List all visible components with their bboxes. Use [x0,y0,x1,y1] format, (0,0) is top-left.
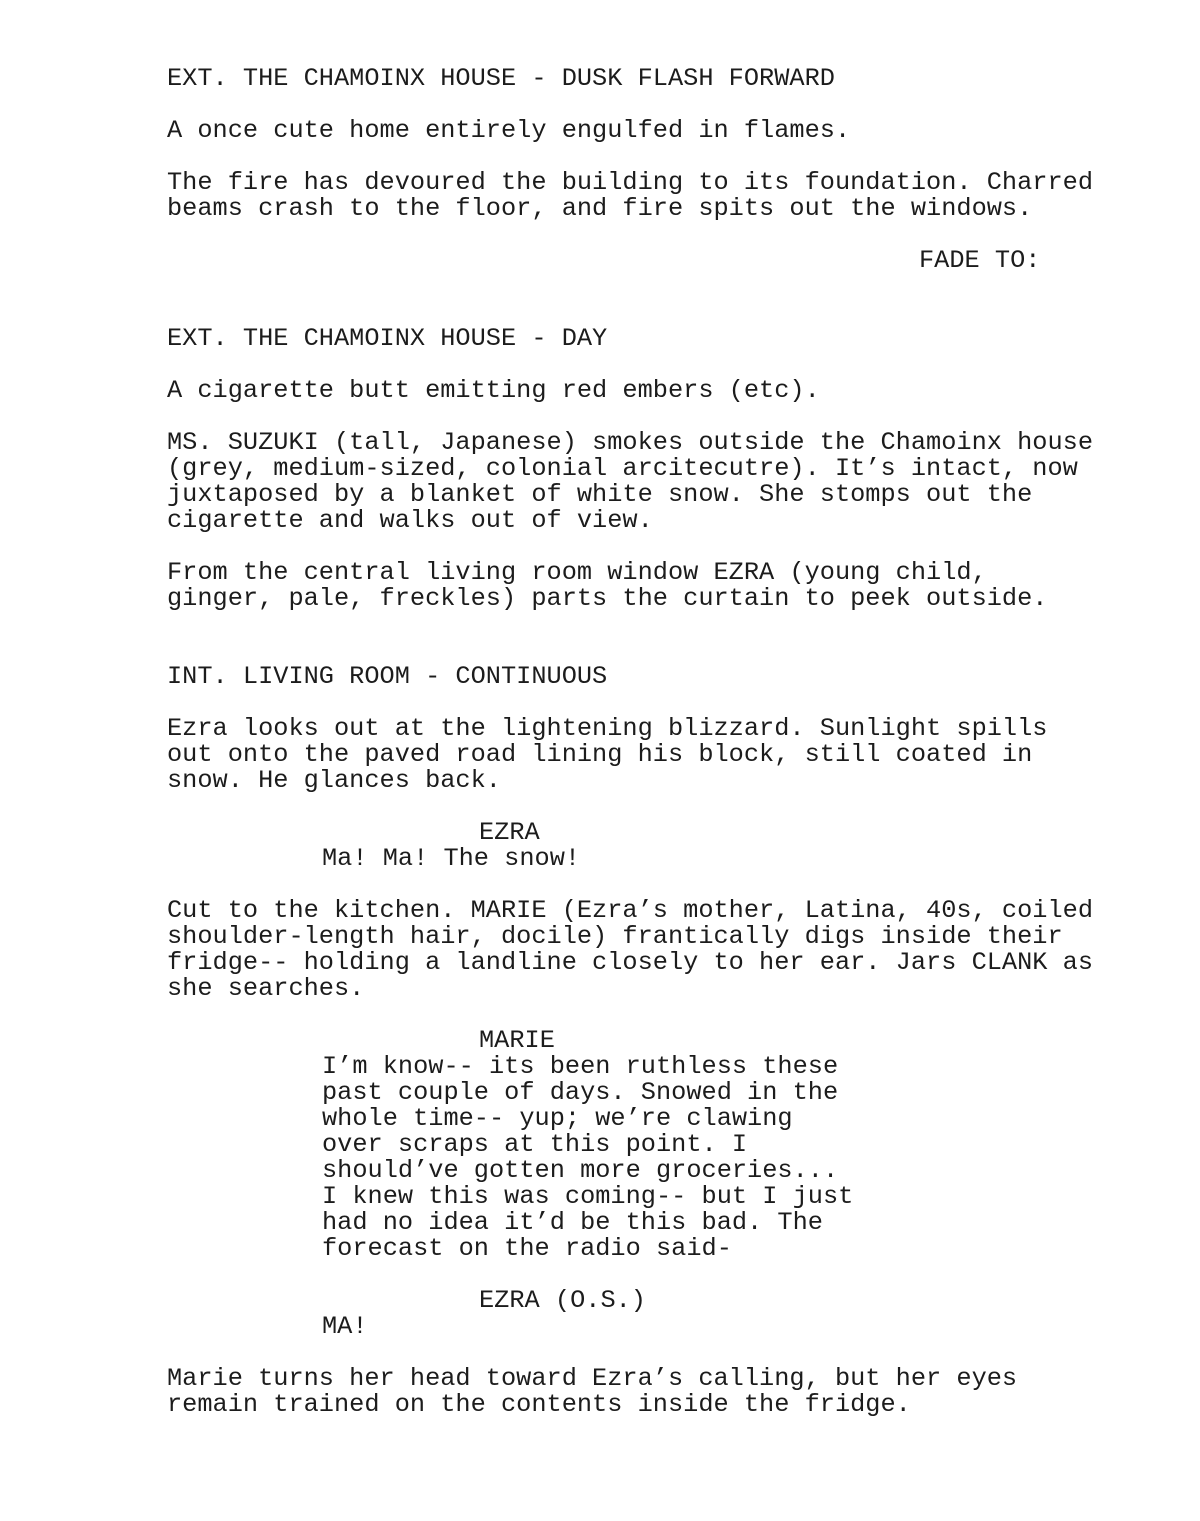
action-line: A once cute home entirely engulfed in flames. [167,116,851,145]
action-line: Cut to the kitchen. MARIE (Ezra’s mother, Latina, 40s, coiled shoulder-length hair, docile) frantically digs inside their fridge-- holding a landline closely to her ear. Jars CLANK as she searches. [167,896,1094,1003]
action-line: A cigarette butt emitting red embers (etc). [167,376,820,405]
scene-heading: EXT. THE CHAMOINX HOUSE - DAY [167,324,608,353]
action-line: Marie turns her head toward Ezra’s calling, but her eyes remain trained on the contents inside the fridge. [167,1364,1018,1419]
action-line: The fire has devoured the building to its foundation. Charred beams crash to the floor, and fire spits out the windows. [167,168,1094,223]
dialogue: I’m know-- its been ruthless these past couple of days. Snowed in the whole time-- yup; we’re clawing over scraps at this point. I should’ve gotten more groceries... I knew this was coming-- but I just had no idea it’d be this bad. The forecast on the radio said- [322,1052,854,1263]
character-name: MARIE [479,1026,555,1055]
dialogue: MA! [322,1312,368,1341]
action-line: Ezra looks out at the lightening blizzard. Sunlight spills out onto the paved road lining his block, still coated in snow. He glances back. [167,714,1048,795]
action-line: MS. SUZUKI (tall, Japanese) smokes outside the Chamoinx house (grey, medium-sized, colonial arcitecutre). It’s intact, now juxtaposed by a blanket of white snow. She stomps out the cigarette and walks out of view. [167,428,1094,535]
character-name: EZRA (O.S.) [479,1286,646,1315]
action-line: From the central living room window EZRA (young child, ginger, pale, freckles) parts the curtain to peek outside. [167,558,1048,613]
screenplay-page [0,66,1200,1418]
scene-heading: INT. LIVING ROOM - CONTINUOUS [167,662,608,691]
dialogue: Ma! Ma! The snow! [322,844,581,873]
transition: FADE TO: [919,246,1041,275]
scene-heading: EXT. THE CHAMOINX HOUSE - DUSK FLASH FORWARD [167,64,835,93]
character-name: EZRA [479,818,540,847]
